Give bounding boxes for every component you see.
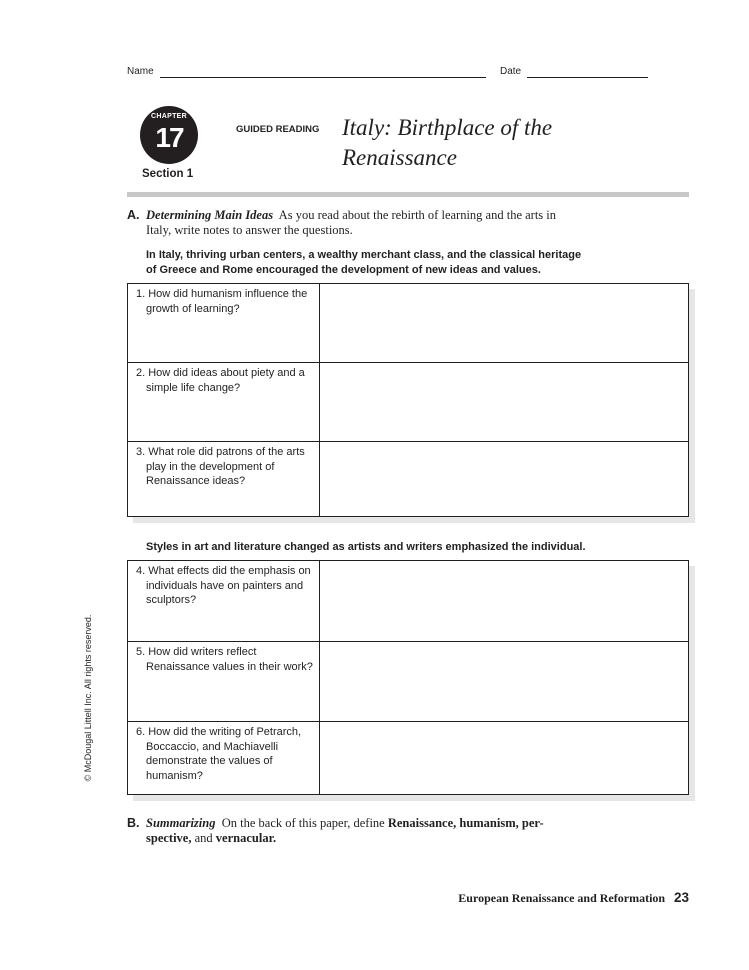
answer-5[interactable]	[320, 642, 689, 722]
page-title	[342, 113, 552, 173]
part-b-letter: B.	[127, 816, 140, 830]
answer-6[interactable]	[320, 722, 689, 795]
answer-4[interactable]	[320, 561, 689, 642]
page-number: 23	[673, 890, 689, 905]
part-b-terms-3: vernacular.	[215, 831, 277, 845]
question-5: 5. How did writers reflect Renaissance values in their work?	[136, 646, 313, 673]
chapter-badge	[140, 106, 198, 164]
chapter-label: CHAPTER	[151, 113, 187, 120]
answer-2[interactable]	[320, 363, 689, 442]
question-2: 2. How did ideas about piety and a simple life change?	[136, 367, 305, 394]
questions-table-1	[127, 283, 689, 517]
part-a-letter: A.	[127, 208, 140, 222]
part-b-text: On the back of this paper, define	[221, 816, 385, 830]
chapter-number: 17	[155, 122, 183, 153]
footer-book-title: European Renaissance and Reformation	[458, 891, 666, 905]
question-6: 6. How did the writing of Petrarch, Boccaccio, and Machiavelli demonstrate the values of humanism?	[136, 726, 302, 782]
date-field[interactable]	[527, 77, 648, 78]
intro-1: In Italy, thriving urban centers, a wealthy merchant class, and the classical heritage of Greece and Rome encouraged the development of new ideas and values.	[146, 249, 582, 276]
part-b-heading: Summarizing	[146, 816, 216, 830]
answer-3[interactable]	[320, 442, 689, 517]
name-label: Name	[127, 66, 154, 77]
divider	[127, 192, 689, 197]
part-a-instructions	[127, 208, 567, 238]
date-label: Date	[500, 66, 522, 77]
part-a-heading: Determining Main Ideas	[146, 208, 274, 222]
title-line-2: Renaissance	[342, 145, 457, 170]
guided-reading-label: GUIDED READING	[236, 124, 320, 135]
question-3: 3. What role did patrons of the arts play in the development of Renaissance ideas?	[136, 446, 305, 487]
title-line-1: Italy: Birthplace of the	[342, 115, 553, 140]
answer-1[interactable]	[320, 284, 689, 363]
part-b-and: and	[194, 831, 213, 845]
name-field[interactable]	[160, 77, 486, 78]
intro-2: Styles in art and literature changed as artists and writers emphasized the individual.	[146, 541, 586, 553]
part-a-text: As you read about the rebirth of learning and the arts in Italy, write notes to answer the questions.	[146, 208, 557, 237]
questions-table-2	[127, 560, 689, 795]
part-b-terms-2: spective,	[146, 831, 192, 845]
section-label: Section 1	[142, 168, 194, 180]
question-4: 4. What effects did the emphasis on individuals have on painters and sculptors?	[136, 565, 311, 606]
page-footer	[458, 889, 689, 907]
part-b-instructions	[127, 816, 577, 846]
copyright-notice: © McDougal Littell Inc. All rights reserved.	[83, 614, 93, 782]
part-b-terms-1: Renaissance, humanism, per-	[387, 816, 544, 830]
question-1: 1. How did humanism influence the growth of learning?	[136, 288, 308, 315]
